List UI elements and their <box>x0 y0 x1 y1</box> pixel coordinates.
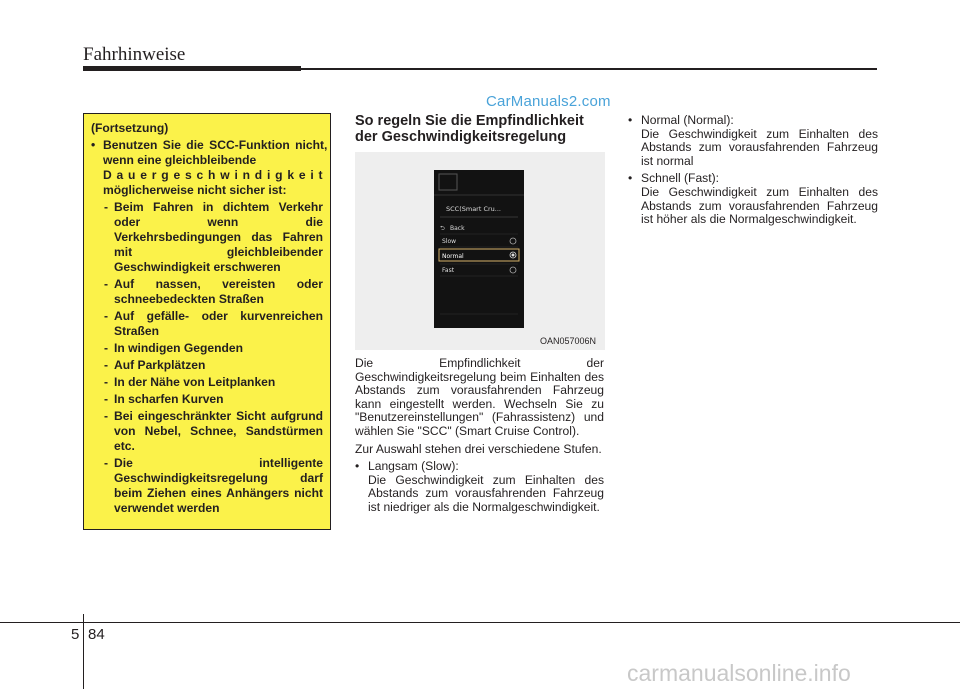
dash-mark: - <box>104 200 109 214</box>
page-header-title: Fahrhinweise <box>83 44 186 65</box>
option-normal-label: Normal <box>442 253 464 260</box>
body-text-column <box>355 357 604 517</box>
list-item <box>104 200 323 275</box>
dash-mark: - <box>104 309 109 323</box>
note-bullet <box>91 138 328 198</box>
list-item <box>104 309 323 339</box>
scc-settings-screen-illustration <box>434 170 524 328</box>
list-item-text: Auf nassen, vereisten oder schneebedeckten Straßen <box>114 277 323 306</box>
list-item-text: Auf gefälle- oder kurvenreichen Straßen <box>114 309 323 338</box>
option-normal-bullet <box>628 114 878 128</box>
dash-mark: - <box>104 341 109 355</box>
back-label: Back <box>450 225 465 232</box>
footer-divider <box>83 614 84 689</box>
option-normal-description: Die Geschwindigkeit zum Einhalten des Abstands zum vorausfahrenden Fahrzeug ist normal <box>641 126 878 168</box>
list-item-text: Bei eingeschränkter Sicht aufgrund von Nebel, Schnee, Sandstürmen etc. <box>114 409 323 453</box>
list-item-text: In windigen Gegenden <box>114 341 244 355</box>
watermark-top: CarManuals2.com <box>486 93 611 110</box>
body-paragraph: Zur Auswahl stehen drei verschiedene Stufen. <box>355 441 602 456</box>
option-normal-title: Normal (Normal): <box>641 113 734 127</box>
note-condition-list <box>91 200 323 516</box>
list-item <box>104 456 323 516</box>
dash-mark: - <box>104 456 109 470</box>
list-item-text: Beim Fahren in dichtem Verkehr oder wenn die Verkehrsbedingungen das Fahren mit gleichbleibender Geschwindigkeit erschweren <box>114 200 323 274</box>
option-fast-description: Die Geschwindigkeit zum Einhalten des Abstands zum vorausfahrenden Fahrzeug ist höher als die Normalgeschwindigkeit. <box>641 184 878 227</box>
dash-mark: - <box>104 375 109 389</box>
list-item <box>104 358 323 373</box>
bullet-mark: • <box>628 113 633 127</box>
list-item <box>104 341 323 356</box>
bullet-mark: • <box>355 459 360 474</box>
list-item-text: Auf Parkplätzen <box>114 358 206 372</box>
page-number: 84 <box>88 626 105 643</box>
option-fast-bullet <box>628 172 878 186</box>
header-rule-thick <box>83 66 301 71</box>
list-item <box>104 375 323 390</box>
figure-caption: OAN057006N <box>540 336 597 346</box>
bullet-mark: • <box>91 138 96 152</box>
option-slow-title: Langsam (Slow): <box>368 459 459 474</box>
chapter-number: 5 <box>71 626 80 643</box>
back-icon: ⮌ <box>440 225 445 232</box>
dash-mark: - <box>104 358 109 372</box>
list-item-text: In scharfen Kurven <box>114 392 224 406</box>
list-item-text: In der Nähe von Leitplanken <box>114 375 276 389</box>
list-item <box>104 392 323 407</box>
list-item <box>104 409 323 454</box>
option-slow-description: Die Geschwindigkeit zum Einhalten des Abstands zum vorausfahrenden Fahrzeug ist niedriger als die Normalgeschwindigkeit. <box>368 472 604 514</box>
note-bullet-text <box>103 138 327 198</box>
option-slow-label: Slow <box>442 238 457 245</box>
footer-rule <box>0 622 960 623</box>
option-fast-title: Schnell (Fast): <box>641 171 719 186</box>
list-item-text: Die intelligente Geschwindigkeitsregelung darf beim Ziehen eines Anhängers nicht verwendet werden <box>114 456 323 515</box>
body-paragraph: Die Empfindlichkeit der Geschwindigkeitsregelung beim Einhalten des Abstands zum vorausfahrenden Fahrzeug kann eingestellt werden. Wechseln Sie zu "Benutzereinstellungen" (Fahrassistenz) und wählen Sie "SCC" (Smart Cruise Control). <box>355 356 604 438</box>
header-rule-thin <box>301 68 877 70</box>
screen-title: SCC(Smart Cru... <box>446 205 501 213</box>
note-bullet-intro: Benutzen Sie die SCC-Funktion nicht, wenn eine gleichbleibende <box>103 138 328 167</box>
watermark-bottom: carmanualsonline.info <box>627 660 851 686</box>
option-fast-label: Fast <box>442 267 455 274</box>
note-bullet-end: möglicherweise nicht sicher ist: <box>103 183 287 197</box>
option-slow-bullet <box>355 460 604 474</box>
dash-mark: - <box>104 392 109 406</box>
dash-mark: - <box>104 277 109 291</box>
section-title: So regeln Sie die Empfindlichkeit der Geschwindigkeitsregelung <box>355 113 584 145</box>
dash-mark: - <box>104 409 109 423</box>
caution-note-box <box>83 113 331 530</box>
note-bullet-spaced-word: Dauergeschwindigkeit <box>103 168 328 182</box>
bullet-mark: • <box>628 171 633 186</box>
list-item <box>104 277 323 307</box>
section-heading-block <box>355 113 605 145</box>
continuation-label: (Fortsetzung) <box>91 121 169 135</box>
options-column <box>628 112 878 231</box>
